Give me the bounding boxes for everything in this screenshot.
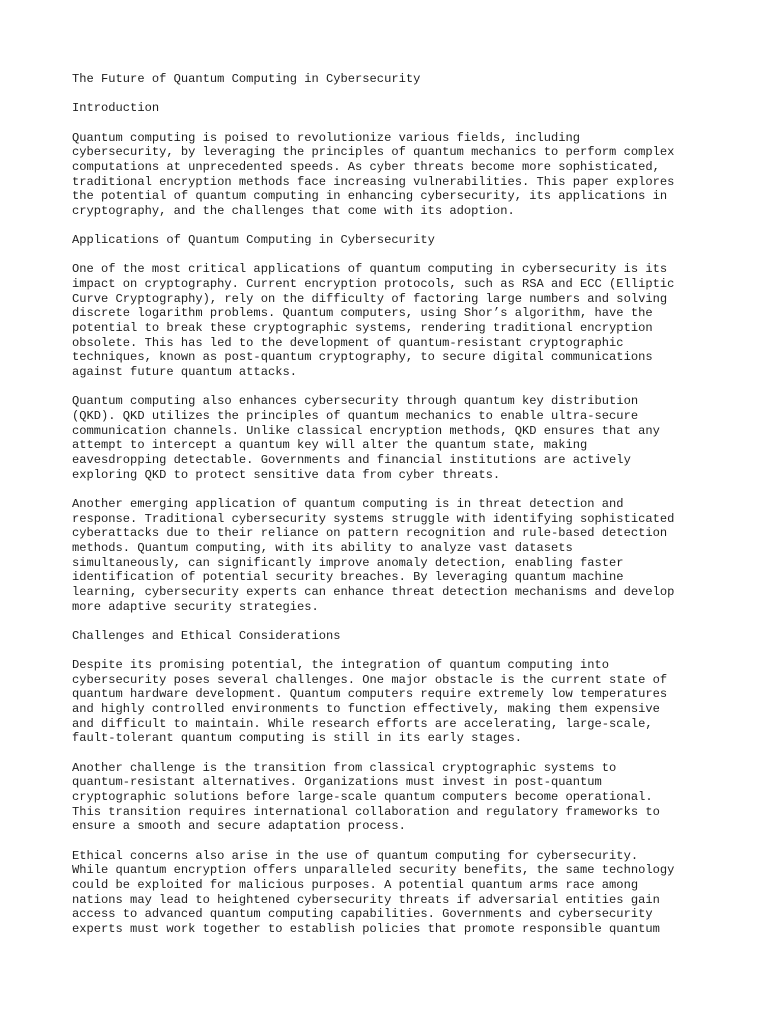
- text-line: computations at unprecedented speeds. As cyber threats become more sophisticated,: [72, 159, 660, 174]
- text-line: quantum hardware development. Quantum computers require extremely low temperatures: [72, 687, 668, 702]
- text-line: and highly controlled environments to function effectively, making them expensive: [72, 702, 660, 717]
- text-line: cybersecurity poses several challenges. One major obstacle is the current state of: [72, 672, 668, 687]
- text-line: While quantum encryption offers unparalleled security benefits, the same technology: [72, 863, 675, 878]
- text-line: exploring QKD to protect sensitive data from cyber threats.: [72, 467, 501, 482]
- text-line: eavesdropping detectable. Governments and financial institutions are actively: [72, 452, 631, 467]
- text-line: learning, cybersecurity experts can enhance threat detection mechanisms and develop: [72, 584, 675, 599]
- text-line: response. Traditional cybersecurity systems struggle with identifying sophisticated: [72, 511, 675, 526]
- text-line: experts must work together to establish policies that promote responsible quantum: [72, 921, 660, 936]
- text-line: fault-tolerant quantum computing is still in its early stages.: [72, 731, 522, 746]
- text-line: potential to break these cryptographic systems, rendering traditional encryption: [72, 321, 653, 336]
- text-line: nations may lead to heightened cybersecurity threats if adversarial entities gain: [72, 892, 660, 907]
- text-line: cybersecurity, by leveraging the principles of quantum mechanics to perform complex: [72, 145, 675, 160]
- text-line: This transition requires international collaboration and regulatory frameworks to: [72, 804, 660, 819]
- document-page: [72, 72, 712, 951]
- text-line: One of the most critical applications of quantum computing in cybersecurity is its: [72, 262, 668, 277]
- paragraph-challenges-transition: [72, 761, 712, 834]
- text-line: cryptographic solutions before large-scale quantum computers become operational.: [72, 790, 653, 805]
- text-line: quantum-resistant alternatives. Organizations must invest in post-quantum: [72, 775, 602, 790]
- paragraph-applications-threat-detection: [72, 497, 712, 614]
- text-line: methods. Quantum computing, with its ability to analyze vast datasets: [72, 540, 573, 555]
- text-line: cryptography, and the challenges that come with its adoption.: [72, 203, 515, 218]
- text-line: obsolete. This has led to the development of quantum-resistant cryptographic: [72, 335, 624, 350]
- section-heading-applications: Applications of Quantum Computing in Cybersecurity: [72, 233, 435, 248]
- text-line: could be exploited for malicious purposes. A potential quantum arms race among: [72, 877, 639, 892]
- text-line: Quantum computing also enhances cybersecurity through quantum key distribution: [72, 394, 639, 409]
- text-line: ensure a smooth and secure adaptation process.: [72, 819, 406, 834]
- text-line: Another emerging application of quantum computing is in threat detection and: [72, 496, 624, 511]
- section-heading-challenges: Challenges and Ethical Considerations: [72, 628, 341, 643]
- text-line: (QKD). QKD utilizes the principles of quantum mechanics to enable ultra-secure: [72, 409, 639, 424]
- text-line: Despite its promising potential, the integration of quantum computing into: [72, 658, 610, 673]
- text-line: simultaneously, can significantly improve anomaly detection, enabling faster: [72, 555, 624, 570]
- text-line: impact on cryptography. Current encryption protocols, such as RSA and ECC (Elliptic: [72, 277, 675, 292]
- text-line: more adaptive security strategies.: [72, 599, 319, 614]
- text-line: Quantum computing is poised to revolutionize various fields, including: [72, 130, 581, 145]
- text-line: Curve Cryptography), rely on the difficulty of factoring large numbers and solving: [72, 291, 668, 306]
- paragraph-challenges-ethics: [72, 849, 712, 937]
- text-line: identification of potential security breaches. By leveraging quantum machine: [72, 570, 624, 585]
- text-line: Ethical concerns also arise in the use of quantum computing for cybersecurity.: [72, 848, 639, 863]
- text-line: against future quantum attacks.: [72, 365, 297, 380]
- paragraph-introduction: [72, 131, 712, 219]
- paragraph-applications-qkd: [72, 394, 712, 482]
- document-title: The Future of Quantum Computing in Cybersecurity: [72, 72, 421, 86]
- text-line: attempt to intercept a quantum key will alter the quantum state, making: [72, 438, 588, 453]
- text-line: techniques, known as post-quantum cryptography, to secure digital communications: [72, 350, 653, 365]
- text-line: traditional encryption methods face increasing vulnerabilities. This paper explores: [72, 174, 675, 189]
- text-line: access to advanced quantum computing capabilities. Governments and cybersecurity: [72, 907, 653, 922]
- paragraph-applications-cryptography: [72, 262, 712, 379]
- text-line: cyberattacks due to their reliance on pattern recognition and rule-based detection: [72, 526, 668, 541]
- paragraph-challenges-hardware: [72, 658, 712, 746]
- text-line: Another challenge is the transition from classical cryptographic systems to: [72, 760, 617, 775]
- text-line: the potential of quantum computing in enhancing cybersecurity, its applications in: [72, 189, 668, 204]
- text-line: discrete logarithm problems. Quantum computers, using Shor’s algorithm, have the: [72, 306, 653, 321]
- text-line: communication channels. Unlike classical encryption methods, QKD ensures that any: [72, 423, 660, 438]
- section-heading-introduction: Introduction: [72, 101, 160, 116]
- text-line: and difficult to maintain. While research efforts are accelerating, large-scale,: [72, 716, 653, 731]
